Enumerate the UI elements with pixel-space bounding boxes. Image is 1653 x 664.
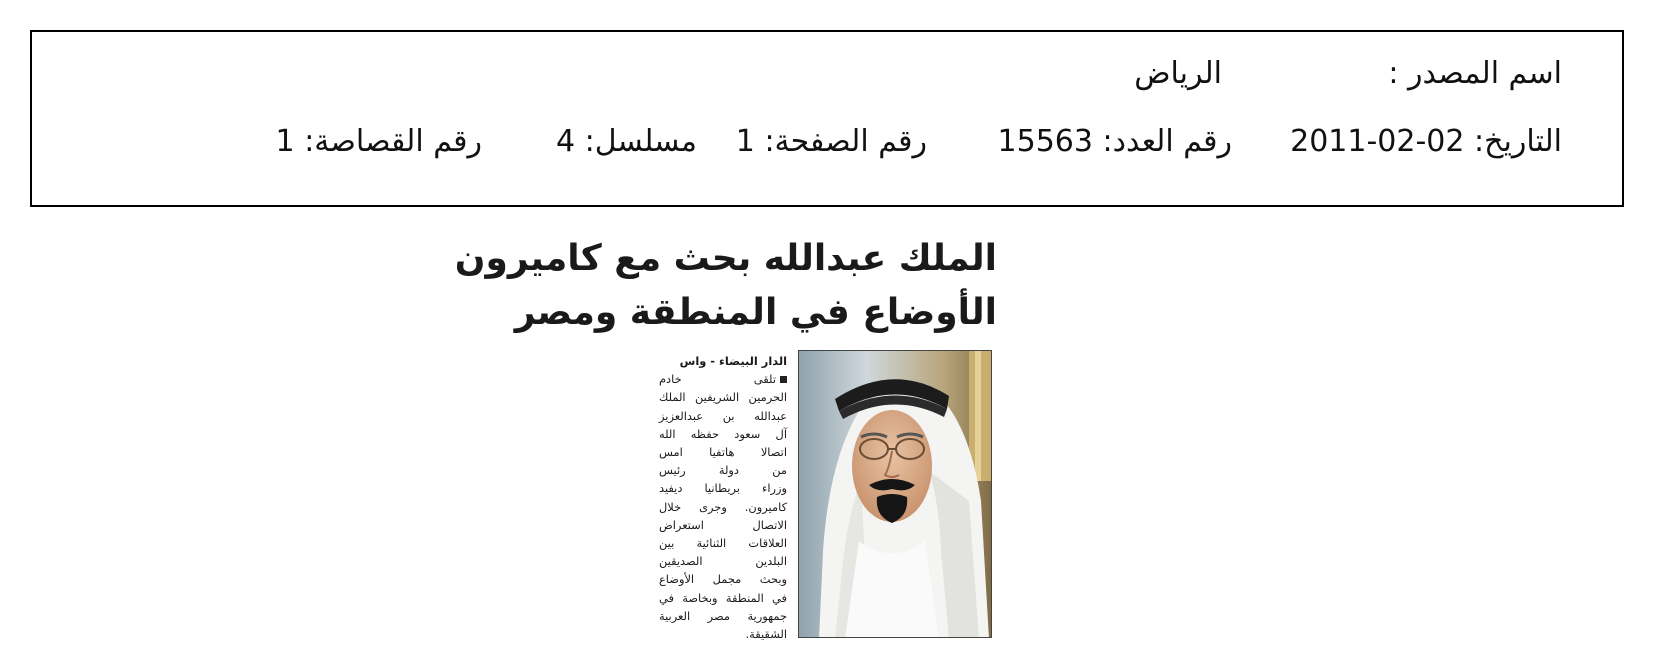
article-dateline: الدار البيضاء - واس xyxy=(679,354,787,368)
date-label: التاريخ: xyxy=(1474,124,1562,159)
king-portrait-photo xyxy=(798,350,992,638)
clipping-header-box xyxy=(30,30,1624,207)
clip-number-value: 1 xyxy=(275,124,295,159)
article-line: الاتصال استعراض xyxy=(659,517,787,532)
clip-number-label: رقم القصاصة: xyxy=(304,124,482,159)
article-body xyxy=(659,352,787,643)
issue-value: 15563 xyxy=(997,124,1093,159)
serial-label: مسلسل: xyxy=(584,124,697,159)
issue-label: رقم العدد: xyxy=(1102,124,1232,159)
article-line: عبدالله بن عبدالعزيز xyxy=(659,408,787,423)
article-line: في المنطقة وبخاصة في xyxy=(659,590,787,605)
article-line: الشقيقة. xyxy=(745,627,787,642)
date-field xyxy=(1290,124,1562,160)
issue-field xyxy=(998,124,1232,160)
date-value: 2011-02-02 xyxy=(1290,124,1465,159)
source-value: الرياض xyxy=(1134,56,1222,91)
article-line: آل سعود حفظه الله xyxy=(659,426,787,441)
portrait-illustration xyxy=(799,351,992,638)
article-line: وزراء بريطانيا ديفيد xyxy=(659,481,787,496)
article-line: البلدين الصديقين xyxy=(659,554,787,569)
serial-value: 4 xyxy=(556,124,576,159)
clip-number-field xyxy=(276,124,482,160)
bullet-square-icon xyxy=(780,376,787,383)
newspaper-clipping xyxy=(454,236,997,652)
page-field xyxy=(736,124,927,160)
article-line: جمهورية مصر العربية xyxy=(659,608,787,623)
page-label: رقم الصفحة: xyxy=(764,124,927,159)
article-line xyxy=(659,370,787,388)
serial-field xyxy=(556,124,697,160)
article-line: الحرمين الشريفين الملك xyxy=(659,390,787,405)
article-line-text: تلقى خادم xyxy=(659,372,776,387)
article-line: من دولة رئيس xyxy=(659,463,787,478)
headline-line-1: الملك عبدالله بحث مع كاميرون xyxy=(454,238,997,279)
source-label: اسم المصدر : xyxy=(1388,56,1562,91)
page-value: 1 xyxy=(735,124,755,159)
article-line: وبحث مجمل الأوضاع xyxy=(659,572,787,587)
headline-line-2: الأوضاع في المنطقة ومصر xyxy=(514,292,997,333)
article-line: كاميرون. وجرى خلال xyxy=(659,499,787,514)
article-line: العلاقات الثنائية بين xyxy=(659,536,787,551)
article-line: اتصالا هاتفيا امس xyxy=(659,445,787,460)
